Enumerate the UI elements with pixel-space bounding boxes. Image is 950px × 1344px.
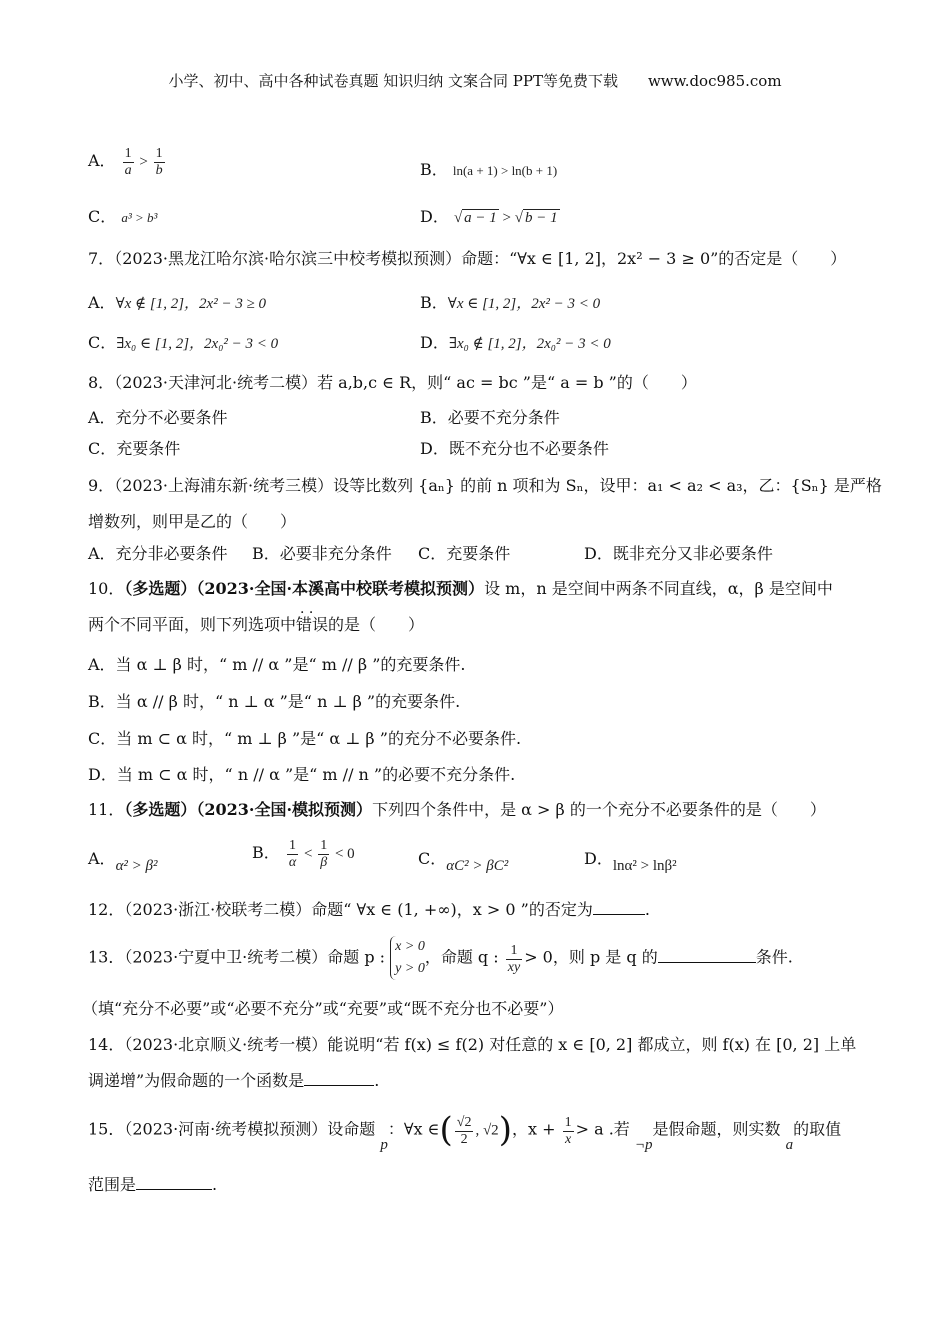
- punctuation: .: [374, 1071, 380, 1090]
- question-text: > 0，则 p 是 q 的: [524, 947, 658, 967]
- q6-option-a: [88, 146, 167, 179]
- option-label: D．: [420, 207, 449, 226]
- option-label: D．: [584, 849, 613, 868]
- option-label: B．: [420, 293, 448, 312]
- math-expr: ∀x ∉ [1, 2]，2x² − 3 ≥ 0: [115, 296, 267, 312]
- frac-num: 1: [287, 838, 298, 855]
- frac-num: 1: [564, 1114, 572, 1130]
- frac-num: 1: [506, 943, 522, 960]
- math-expr: ln(a + 1) > ln(b + 1): [452, 163, 558, 178]
- q8-option-a: A．充分不必要条件: [88, 408, 228, 427]
- q15-stem-line1: [88, 1110, 842, 1153]
- left-paren: (: [439, 1110, 453, 1150]
- question-text: 的取值: [793, 1119, 842, 1139]
- emphasis-text: 错误 · ·: [296, 615, 328, 634]
- question-text: 的是（ ）: [328, 615, 425, 634]
- q10-stem-line2: [88, 612, 424, 635]
- frac-den: x: [564, 1131, 572, 1147]
- question-number: 7．: [88, 249, 115, 268]
- q13-stem: [88, 936, 793, 980]
- question-number: 8．: [88, 373, 115, 392]
- option-label: D．: [420, 333, 449, 352]
- question-tag: （多选题）（2023·全国·本溪高中校联考模拟预测）: [124, 579, 485, 598]
- q9-option-b: B．必要非充分条件: [252, 544, 392, 563]
- question-text: ：∀x ∈: [387, 1119, 440, 1139]
- math-expr: αC² > βC²: [446, 858, 509, 874]
- punctuation: .: [644, 900, 650, 919]
- question-text: （2023·宁夏中卫·统考二模）命题 p :: [124, 947, 386, 967]
- q11-stem: [88, 797, 826, 820]
- math-expr: ∃x₀ ∉ [1, 2]，2x₀² − 3 < 0: [448, 336, 611, 352]
- math-expr: α² > β²: [115, 858, 158, 874]
- q12-stem: [88, 897, 650, 920]
- q11-option-c: [418, 846, 509, 874]
- q8-stem: [88, 370, 697, 393]
- q10-option-d: D．当 m ⊂ α 时，“ n // α ”是“ m // n ”的必要不充分条件.: [88, 765, 516, 784]
- system-line: x > 0: [395, 939, 425, 954]
- frac-den: b: [155, 163, 163, 178]
- math-expr: ∃x₀ ∈ [1, 2]，2x₀² − 3 < 0: [116, 336, 279, 352]
- question-text: ，x +: [511, 1119, 556, 1139]
- question-text: 调递增”为假命题的一个函数是: [88, 1071, 305, 1090]
- math-expr: lnα² > lnβ²: [612, 858, 677, 874]
- q11-option-b: [252, 838, 355, 871]
- option-label: A．: [88, 293, 116, 312]
- q6-option-b: [420, 157, 557, 180]
- option-label: C．: [88, 333, 117, 352]
- q7-option-d: [420, 330, 611, 353]
- question-text: 是假命题，则实数: [652, 1119, 781, 1139]
- q11-option-a: [88, 846, 158, 874]
- question-text: （2023·河南·统考模拟预测）设命题: [124, 1119, 376, 1139]
- question-text: （2023·北京顺义·统考一模）能说明“若 f(x) ≤ f(2) 对任意的 x ∈ [0, 2] 都成立，则 f(x) 在 [0, 2] 上单: [124, 1035, 857, 1054]
- option-label: B．: [252, 842, 280, 862]
- math-var: p: [380, 1136, 388, 1153]
- q10-option-a: A．当 α ⊥ β 时，“ m // α ”是“ m // β ”的充要条件.: [88, 655, 466, 674]
- q8-option-c: C．充要条件: [88, 439, 181, 458]
- question-text: > a .若: [575, 1119, 630, 1139]
- question-text: “∀x ∈ [1, 2]，2x² − 3 ≥ 0”的否定是（ ）: [509, 249, 847, 268]
- question-text: （2023·天津河北·统考二模）若 a,b,c ∈ R，则“ ac = bc ”是“ a = b ”的（ ）: [114, 373, 697, 392]
- question-number: 13．: [88, 947, 125, 967]
- q11-option-d: [584, 846, 677, 874]
- operator: <: [303, 845, 313, 862]
- operator: >: [502, 210, 512, 226]
- q13-note: （填“充分不必要”或“必要不充分”或“充要”或“既不充分也不必要”）: [82, 999, 564, 1018]
- page-header: 小学、初中、高中各种试卷真题 知识归纳 文案合同 PPT等免费下载 www.doc985.com: [168, 72, 782, 90]
- q8-option-d: D．既不充分也不必要条件: [420, 439, 609, 458]
- frac-den: a: [124, 163, 132, 178]
- frac-den: 2: [460, 1131, 468, 1147]
- operator: < 0: [334, 845, 355, 862]
- question-text: 两个不同平面，则下列选项中: [88, 615, 297, 634]
- q8-option-b: B．必要不充分条件: [420, 408, 560, 427]
- q9-stem-line2: 增数列，则甲是乙的（ ）: [88, 512, 297, 531]
- question-number: 9．: [88, 476, 115, 495]
- q10-option-b: B．当 α // β 时，“ n ⊥ α ”是“ n ⊥ β ”的充要条件.: [88, 692, 461, 711]
- q15-stem-line2: [88, 1172, 217, 1195]
- question-number: 15．: [88, 1119, 125, 1139]
- frac-den: β: [320, 855, 328, 870]
- frac-num: 1: [124, 146, 132, 161]
- q6-option-d: D． √ a − 1 > √ b − 1: [420, 207, 558, 226]
- math-expr: a³ > b³: [121, 210, 158, 225]
- math-var: ¬p: [634, 1136, 653, 1153]
- answer-blank[interactable]: [593, 900, 645, 915]
- option-label: A．: [88, 150, 116, 170]
- answer-blank[interactable]: [304, 1071, 374, 1086]
- option-label: C．: [418, 849, 447, 868]
- q7-option-c: [88, 330, 278, 353]
- q9-option-d: D．既非充分又非必要条件: [584, 544, 773, 563]
- math-expr: ∀x ∈ [1, 2]，2x² − 3 < 0: [447, 296, 601, 312]
- frac-num: 1: [155, 146, 163, 161]
- sqrt-content: a − 1: [464, 210, 497, 226]
- answer-blank[interactable]: [136, 1175, 212, 1190]
- question-number: 12．: [88, 900, 125, 919]
- frac-den: α: [288, 855, 297, 870]
- math-var: a: [785, 1136, 794, 1153]
- question-text: ，命题 q :: [424, 947, 499, 967]
- operator: >: [139, 153, 148, 170]
- math-expr: , √2: [475, 1122, 499, 1139]
- q9-stem-line1: [88, 473, 882, 496]
- question-text: 条件.: [755, 947, 793, 967]
- q14-stem-line2: [88, 1068, 379, 1091]
- punctuation: .: [212, 1175, 218, 1194]
- question-text: （2023·浙江·校联考二模）命题“ ∀x ∈ (1, +∞)，x > 0 ”的否定为: [124, 900, 593, 919]
- q7-stem: [88, 246, 846, 269]
- option-label: A．: [88, 849, 116, 868]
- frac-num: √2: [456, 1114, 472, 1130]
- sqrt-content: b − 1: [525, 210, 558, 226]
- q10-option-c: C．当 m ⊂ α 时，“ m ⊥ β ”是“ α ⊥ β ”的充分不必要条件.: [88, 729, 522, 748]
- question-number: 10．: [88, 579, 125, 598]
- q14-stem-line1: [88, 1032, 856, 1055]
- right-paren: ): [498, 1110, 512, 1150]
- question-text: 范围是: [88, 1175, 137, 1194]
- q9-option-a: A．充分非必要条件: [88, 544, 228, 563]
- option-label: B．: [420, 160, 448, 179]
- frac-num: 1: [320, 838, 328, 853]
- q10-stem-line1: [88, 576, 833, 599]
- answer-blank[interactable]: [658, 948, 756, 963]
- question-tag: （多选题）（2023·全国·模拟预测）: [124, 800, 373, 819]
- q7-option-a: [88, 290, 266, 313]
- question-source: （2023·黑龙江哈尔滨·哈尔滨三中校考模拟预测）命题：: [114, 249, 510, 268]
- question-number: 14．: [88, 1035, 125, 1054]
- option-label: C．: [88, 207, 117, 226]
- q7-option-b: [420, 290, 600, 313]
- q6-option-c: [88, 204, 157, 227]
- question-text: 设 m，n 是空间中两条不同直线，α，β 是空间中: [484, 579, 833, 598]
- system-line: y > 0: [395, 961, 425, 976]
- question-text: （2023·上海浦东新·统考三模）设等比数列 {aₙ} 的前 n 项和为 Sₙ，设甲：a₁ < a₂ < a₃，乙：{Sₙ} 是严格: [114, 476, 882, 495]
- q9-option-c: C．充要条件: [418, 544, 511, 563]
- question-number: 11．: [88, 800, 125, 819]
- frac-den: xy: [507, 959, 521, 975]
- question-text: 下列四个条件中，是 α > β 的一个充分不必要条件的是（ ）: [372, 800, 826, 819]
